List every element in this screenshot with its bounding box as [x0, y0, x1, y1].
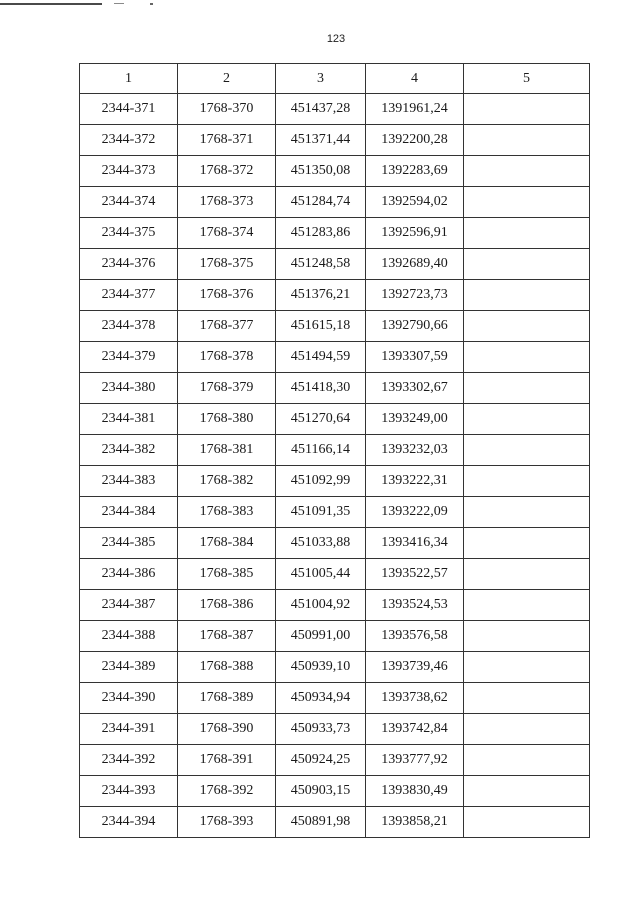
note-cell: [464, 497, 590, 528]
table-row: [80, 94, 590, 125]
reference-point-cell: 1768-377: [178, 311, 276, 342]
note-cell: [464, 125, 590, 156]
point-number-cell: 2344-379: [80, 342, 178, 373]
table-row: [80, 528, 590, 559]
y-coordinate-cell: 1391961,24: [366, 94, 464, 125]
scan-artifact-dot: [150, 3, 153, 5]
scan-artifact-line: [0, 3, 102, 5]
x-coordinate-cell: 450903,15: [276, 776, 366, 807]
note-cell: [464, 683, 590, 714]
x-coordinate-cell: 451284,74: [276, 187, 366, 218]
table-row: [80, 156, 590, 187]
table-row: [80, 497, 590, 528]
y-coordinate-cell: 1393858,21: [366, 807, 464, 838]
y-coordinate-cell: 1393249,00: [366, 404, 464, 435]
table-header-row: [80, 64, 590, 94]
point-number-cell: 2344-386: [80, 559, 178, 590]
column-header-1: 1: [80, 64, 178, 94]
reference-point-cell: 1768-391: [178, 745, 276, 776]
note-cell: [464, 559, 590, 590]
reference-point-cell: 1768-382: [178, 466, 276, 497]
x-coordinate-cell: 450939,10: [276, 652, 366, 683]
x-coordinate-cell: 451376,21: [276, 280, 366, 311]
table-row: [80, 342, 590, 373]
point-number-cell: 2344-372: [80, 125, 178, 156]
note-cell: [464, 652, 590, 683]
x-coordinate-cell: 450991,00: [276, 621, 366, 652]
column-header-5: 5: [464, 64, 590, 94]
y-coordinate-cell: 1393222,09: [366, 497, 464, 528]
x-coordinate-cell: 450933,73: [276, 714, 366, 745]
x-coordinate-cell: 450891,98: [276, 807, 366, 838]
y-coordinate-cell: 1393524,53: [366, 590, 464, 621]
point-number-cell: 2344-380: [80, 373, 178, 404]
x-coordinate-cell: 450934,94: [276, 683, 366, 714]
point-number-cell: 2344-391: [80, 714, 178, 745]
y-coordinate-cell: 1392283,69: [366, 156, 464, 187]
column-header-2: 2: [178, 64, 276, 94]
point-number-cell: 2344-388: [80, 621, 178, 652]
column-header-4: 4: [366, 64, 464, 94]
x-coordinate-cell: 451283,86: [276, 218, 366, 249]
table-row: [80, 218, 590, 249]
note-cell: [464, 373, 590, 404]
scan-artifact-line: [114, 3, 124, 4]
note-cell: [464, 156, 590, 187]
table-row: [80, 590, 590, 621]
y-coordinate-cell: 1393307,59: [366, 342, 464, 373]
point-number-cell: 2344-374: [80, 187, 178, 218]
reference-point-cell: 1768-393: [178, 807, 276, 838]
note-cell: [464, 249, 590, 280]
note-cell: [464, 435, 590, 466]
note-cell: [464, 404, 590, 435]
y-coordinate-cell: 1393738,62: [366, 683, 464, 714]
point-number-cell: 2344-392: [80, 745, 178, 776]
x-coordinate-cell: 451166,14: [276, 435, 366, 466]
reference-point-cell: 1768-379: [178, 373, 276, 404]
y-coordinate-cell: 1393416,34: [366, 528, 464, 559]
note-cell: [464, 311, 590, 342]
point-number-cell: 2344-389: [80, 652, 178, 683]
x-coordinate-cell: 451005,44: [276, 559, 366, 590]
reference-point-cell: 1768-384: [178, 528, 276, 559]
reference-point-cell: 1768-378: [178, 342, 276, 373]
reference-point-cell: 1768-392: [178, 776, 276, 807]
note-cell: [464, 187, 590, 218]
y-coordinate-cell: 1392723,73: [366, 280, 464, 311]
table-row: [80, 559, 590, 590]
y-coordinate-cell: 1393576,58: [366, 621, 464, 652]
reference-point-cell: 1768-389: [178, 683, 276, 714]
note-cell: [464, 342, 590, 373]
coordinates-table: [79, 63, 590, 838]
x-coordinate-cell: 451248,58: [276, 249, 366, 280]
note-cell: [464, 280, 590, 311]
y-coordinate-cell: 1392689,40: [366, 249, 464, 280]
reference-point-cell: 1768-374: [178, 218, 276, 249]
table-row: [80, 745, 590, 776]
point-number-cell: 2344-390: [80, 683, 178, 714]
table-row: [80, 621, 590, 652]
reference-point-cell: 1768-386: [178, 590, 276, 621]
y-coordinate-cell: 1392200,28: [366, 125, 464, 156]
reference-point-cell: 1768-373: [178, 187, 276, 218]
y-coordinate-cell: 1393830,49: [366, 776, 464, 807]
x-coordinate-cell: 451437,28: [276, 94, 366, 125]
y-coordinate-cell: 1392594,02: [366, 187, 464, 218]
reference-point-cell: 1768-370: [178, 94, 276, 125]
note-cell: [464, 218, 590, 249]
point-number-cell: 2344-381: [80, 404, 178, 435]
table-row: [80, 187, 590, 218]
point-number-cell: 2344-385: [80, 528, 178, 559]
table-row: [80, 280, 590, 311]
x-coordinate-cell: 451615,18: [276, 311, 366, 342]
table-row: [80, 249, 590, 280]
reference-point-cell: 1768-371: [178, 125, 276, 156]
note-cell: [464, 745, 590, 776]
reference-point-cell: 1768-381: [178, 435, 276, 466]
y-coordinate-cell: 1393739,46: [366, 652, 464, 683]
note-cell: [464, 590, 590, 621]
point-number-cell: 2344-387: [80, 590, 178, 621]
reference-point-cell: 1768-375: [178, 249, 276, 280]
point-number-cell: 2344-382: [80, 435, 178, 466]
x-coordinate-cell: 451091,35: [276, 497, 366, 528]
reference-point-cell: 1768-372: [178, 156, 276, 187]
note-cell: [464, 807, 590, 838]
x-coordinate-cell: 451004,92: [276, 590, 366, 621]
y-coordinate-cell: 1393232,03: [366, 435, 464, 466]
point-number-cell: 2344-378: [80, 311, 178, 342]
reference-point-cell: 1768-388: [178, 652, 276, 683]
reference-point-cell: 1768-385: [178, 559, 276, 590]
point-number-cell: 2344-371: [80, 94, 178, 125]
x-coordinate-cell: 451350,08: [276, 156, 366, 187]
note-cell: [464, 776, 590, 807]
point-number-cell: 2344-393: [80, 776, 178, 807]
y-coordinate-cell: 1392790,66: [366, 311, 464, 342]
table-row: [80, 466, 590, 497]
page-number: 123: [326, 33, 346, 45]
table-body: [80, 64, 590, 838]
table-row: [80, 311, 590, 342]
table-row: [80, 683, 590, 714]
table-row: [80, 652, 590, 683]
x-coordinate-cell: 451092,99: [276, 466, 366, 497]
note-cell: [464, 466, 590, 497]
y-coordinate-cell: 1393302,67: [366, 373, 464, 404]
x-coordinate-cell: 450924,25: [276, 745, 366, 776]
point-number-cell: 2344-394: [80, 807, 178, 838]
y-coordinate-cell: 1393522,57: [366, 559, 464, 590]
note-cell: [464, 528, 590, 559]
table-row: [80, 435, 590, 466]
x-coordinate-cell: 451418,30: [276, 373, 366, 404]
note-cell: [464, 714, 590, 745]
table-row: [80, 404, 590, 435]
table-row: [80, 125, 590, 156]
table-row: [80, 373, 590, 404]
reference-point-cell: 1768-383: [178, 497, 276, 528]
column-header-3: 3: [276, 64, 366, 94]
y-coordinate-cell: 1393777,92: [366, 745, 464, 776]
x-coordinate-cell: 451270,64: [276, 404, 366, 435]
table-row: [80, 714, 590, 745]
point-number-cell: 2344-373: [80, 156, 178, 187]
x-coordinate-cell: 451494,59: [276, 342, 366, 373]
table-row: [80, 776, 590, 807]
point-number-cell: 2344-376: [80, 249, 178, 280]
point-number-cell: 2344-375: [80, 218, 178, 249]
point-number-cell: 2344-377: [80, 280, 178, 311]
point-number-cell: 2344-384: [80, 497, 178, 528]
reference-point-cell: 1768-380: [178, 404, 276, 435]
y-coordinate-cell: 1393222,31: [366, 466, 464, 497]
y-coordinate-cell: 1393742,84: [366, 714, 464, 745]
x-coordinate-cell: 451033,88: [276, 528, 366, 559]
y-coordinate-cell: 1392596,91: [366, 218, 464, 249]
note-cell: [464, 621, 590, 652]
table-row: [80, 807, 590, 838]
point-number-cell: 2344-383: [80, 466, 178, 497]
x-coordinate-cell: 451371,44: [276, 125, 366, 156]
reference-point-cell: 1768-390: [178, 714, 276, 745]
reference-point-cell: 1768-376: [178, 280, 276, 311]
reference-point-cell: 1768-387: [178, 621, 276, 652]
note-cell: [464, 94, 590, 125]
